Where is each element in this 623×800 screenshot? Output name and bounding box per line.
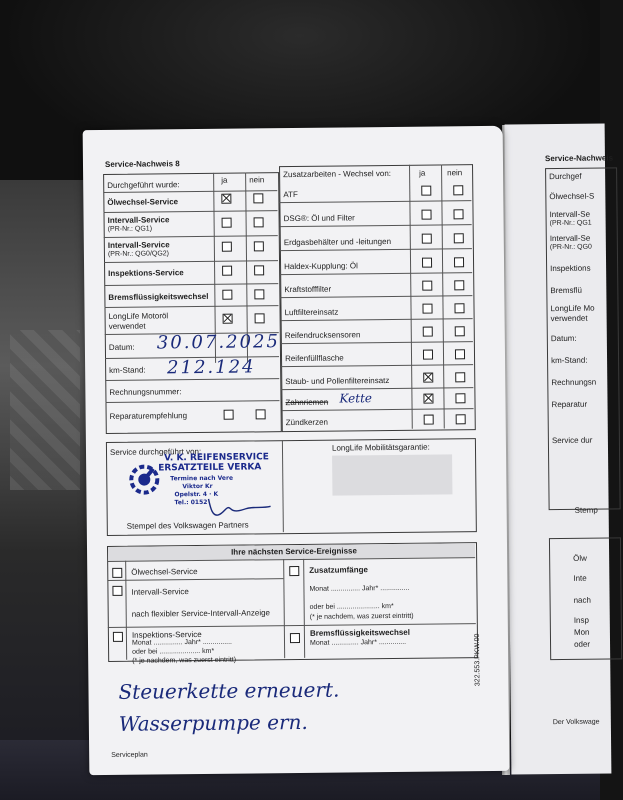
row-pollenfilter: Staub- und Pollenfiltereinsatz <box>285 376 390 387</box>
additional-title: Zusatzarbeiten - Wechsel von: <box>283 168 392 180</box>
checkbox-zahnriemen-nein[interactable] <box>455 393 465 403</box>
row-longlife: LongLife Motoröl <box>108 311 169 321</box>
checkbox-reparatur-nein[interactable] <box>256 409 266 419</box>
row-haldex: Haldex-Kupplung: Öl <box>284 261 358 272</box>
checkbox-dsg-nein[interactable] <box>453 209 463 219</box>
stamp-line5: Opelstr. 4 · K <box>174 490 219 499</box>
checkbox-zahnriemen-ja[interactable] <box>423 394 433 404</box>
next-events-title: Ihre nächsten Service-Ereignisse <box>231 546 357 557</box>
km-value[interactable]: 212.124 <box>167 356 256 379</box>
checkbox-next-intervall[interactable] <box>112 586 122 596</box>
row-oelwechsel: Ölwechsel-Service <box>107 197 179 207</box>
checkbox-longlife-ja[interactable] <box>223 314 233 324</box>
stamp-footer: Stempel des Volkswagen Partners <box>126 520 249 531</box>
checkbox-next-inspektion[interactable] <box>113 632 123 642</box>
checkbox-next-zusatz[interactable] <box>289 566 299 576</box>
footer-label: Serviceplan <box>111 751 148 759</box>
row-dsg: DSG®: Öl und Filter <box>283 213 355 224</box>
checkbox-dsg-ja[interactable] <box>421 210 431 220</box>
datum-value[interactable]: 30.07.2025 <box>156 331 281 354</box>
row-intervall-qg0: Intervall-Service <box>107 240 170 250</box>
checkbox-reifendruck-nein[interactable] <box>455 326 465 336</box>
service-record-page: Service-Nachweis 8 Durchgeführt wurde: ja nein Ölwechsel-Service Intervall-Service (PR-Nr.: QG1) Intervall-Service (PR-Nr.: QG0/QG2) Inspektions-Service Bremsflüssigkeitswechsel LongLife Motoröl verwendet Datum: 30.07.2025 km-Stand: 212.124 Rechnungsnummer: Reparaturempfehlung Zusatzarbeiten - Wechsel von: ja nein ATF DSG®: Öl und Filter Erdgasbehälter und -leitungen Haldex-Kupplung: Öl Kraftstofffilter Luftfiltereinsatz Reifendrucksensoren Reifenfüllflasche Staub- und Pollenfiltereinsatz Zahnriemen Kette Zündkerzen Service durchgeführt von: LongLife Mobilitätsgarantie: V. K. REIFENSERVICE ERSATZTEILE VERKA Termine nach Vere Viktor Kr Opelstr. 4 · K Tel.: 0152 Stempel des Volkswagen Partners Ihre nächsten Service-Ereignisse Ölwechsel-Service Intervall-Service nach flexibler Service-Intervall-Anzeige Inspektions-Service Monat ............... Jahr* ............... oder bei ..................... km* (* je nachdem, was zuerst eintritt) Zusatzumfänge Monat ............... Jahr* ............... oder bei ...................... km* (* je nachdem, was zuerst eintritt) Bremsflüssigkeitswechsel Monat .............. Jahr* .............. Steuerkette erneuert. Wasserpumpe ern. Serviceplan 322.553.PKW.00 <box>83 126 510 775</box>
rechnung-label: Rechnungsnummer: <box>109 387 182 397</box>
checkbox-pollenfilter-nein[interactable] <box>455 372 465 382</box>
checkbox-erdgas-nein[interactable] <box>454 233 464 243</box>
garantie-label: LongLife Mobilitätsgarantie: <box>331 442 430 453</box>
zahnriemen-note: Kette <box>339 391 373 406</box>
checkbox-zuendkerzen-nein[interactable] <box>456 414 466 424</box>
next-page: Service-Nachweis Durchgef Ölwechsel-S Intervall-Se (PR-Nr.: QG1 Intervall-Se (PR-Nr.: QG0 Inspektions Bremsflü LongLife Mo verwendet Datum: km-Stand: Rechnungsn Reparatur Service dur Stemp Ölw Inte nach Insp Mon oder Der Volkswage <box>505 123 612 774</box>
reparatur-label: Reparaturempfehlung <box>109 411 188 421</box>
checkbox-next-oelwechsel[interactable] <box>112 568 122 578</box>
datum-label: Datum: <box>108 342 135 352</box>
row-kraftstofffilter: Kraftstofffilter <box>284 284 332 295</box>
checkbox-atf-nein[interactable] <box>453 185 463 195</box>
stamp-line6: Tel.: 0152 <box>174 498 208 507</box>
stamp-line3: Termine nach Vere <box>170 474 234 483</box>
garantie-field <box>332 454 452 495</box>
checkbox-reifenfuell-nein[interactable] <box>455 349 465 359</box>
checkbox-luftfilter-nein[interactable] <box>454 303 464 313</box>
checkbox-next-brems[interactable] <box>290 633 300 643</box>
checkbox-intervall-qg1-ja[interactable] <box>222 218 232 228</box>
checkbox-reparatur-ja[interactable] <box>224 410 234 420</box>
signature <box>204 494 274 521</box>
side-code: 322.553.PKW.00 <box>473 633 482 687</box>
checkbox-kraftstoff-ja[interactable] <box>422 281 432 291</box>
km-label: km-Stand: <box>109 365 146 375</box>
next-page-title: Service-Nachweis <box>544 153 614 164</box>
row-intervall-qg1: Intervall-Service <box>107 215 170 225</box>
checkbox-oelwechsel-nein[interactable] <box>253 193 263 203</box>
checkbox-brems-nein[interactable] <box>254 289 264 299</box>
checkbox-inspektion-ja[interactable] <box>222 266 232 276</box>
row-erdgas: Erdgasbehälter und -leitungen <box>283 236 392 248</box>
row-zuendkerzen: Zündkerzen <box>285 417 329 428</box>
row-reifendruck: Reifendrucksensoren <box>284 330 361 341</box>
checkbox-longlife-nein[interactable] <box>255 313 265 323</box>
checkbox-reifenfuell-ja[interactable] <box>423 350 433 360</box>
checkbox-brems-ja[interactable] <box>222 290 232 300</box>
checkbox-intervall-qg0-nein[interactable] <box>254 241 264 251</box>
row-luftfilter: Luftfiltereinsatz <box>284 307 339 318</box>
checkbox-oelwechsel-ja[interactable] <box>221 194 231 204</box>
page-title: Service-Nachweis 8 <box>104 159 180 169</box>
checkbox-reifendruck-ja[interactable] <box>423 327 433 337</box>
checkbox-inspektion-nein[interactable] <box>254 265 264 275</box>
stamp-line2: ERSATZTEILE VERKA <box>158 462 262 474</box>
checkbox-intervall-qg1-nein[interactable] <box>254 217 264 227</box>
checkbox-intervall-qg0-ja[interactable] <box>222 242 232 252</box>
checkbox-atf-ja[interactable] <box>421 186 431 196</box>
row-reifenfuell: Reifenfüllflasche <box>284 353 344 364</box>
checkbox-luftfilter-ja[interactable] <box>422 304 432 314</box>
checkbox-pollenfilter-ja[interactable] <box>423 373 433 383</box>
handwritten-note-2: Wasserpumpe ern. <box>118 709 308 736</box>
checkbox-kraftstoff-nein[interactable] <box>454 280 464 290</box>
checkbox-haldex-nein[interactable] <box>454 257 464 267</box>
row-atf: ATF <box>283 189 298 200</box>
service-label: Service durchgeführt von: <box>109 446 202 457</box>
gear-wrench-icon <box>126 461 162 497</box>
row-zahnriemen: Zahnriemen <box>285 397 329 408</box>
handwritten-note-1: Steuerkette erneuert. <box>118 677 340 704</box>
row-bremsfluessigkeit: Bremsflüssigkeitswechsel <box>108 291 209 302</box>
performed-title: Durchgeführt wurde: <box>107 180 180 190</box>
checkbox-erdgas-ja[interactable] <box>422 234 432 244</box>
checkbox-haldex-ja[interactable] <box>422 258 432 268</box>
additional-work-table <box>279 164 476 432</box>
row-inspektion: Inspektions-Service <box>108 268 184 278</box>
checkbox-zuendkerzen-ja[interactable] <box>424 415 434 425</box>
stamp-line4: Viktor Kr <box>182 482 213 491</box>
stamp-line1: V. K. REIFENSERVICE <box>164 452 269 464</box>
